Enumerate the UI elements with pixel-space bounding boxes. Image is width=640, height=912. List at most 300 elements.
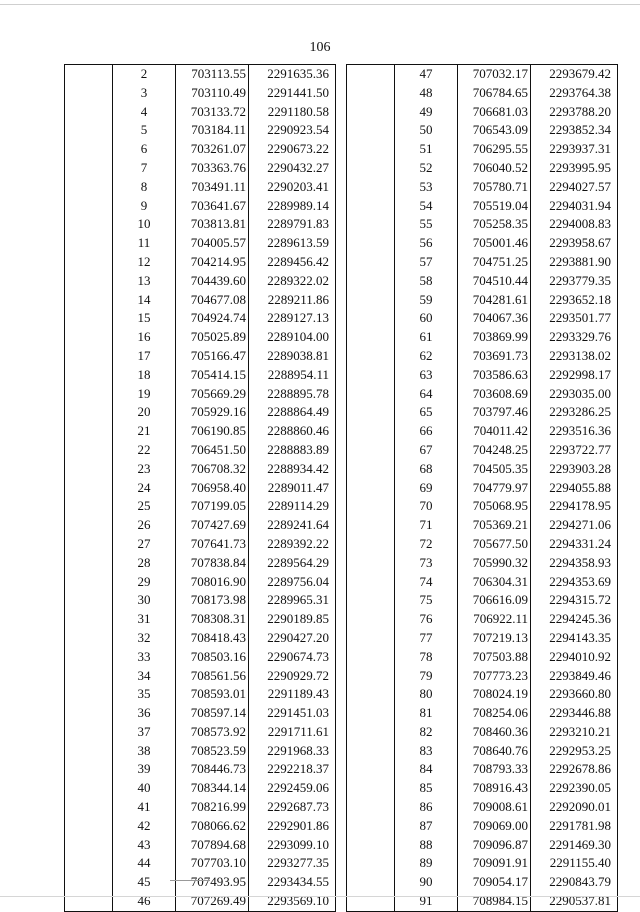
empty-cell	[65, 497, 113, 516]
y-coordinate: 2291635.36	[249, 65, 336, 84]
point-number: 37	[113, 723, 176, 742]
empty-cell	[347, 535, 395, 554]
point-number: 73	[395, 554, 458, 573]
x-coordinate: 709096.87	[458, 836, 531, 855]
x-coordinate: 708984.15	[458, 892, 531, 911]
empty-cell	[347, 328, 395, 347]
x-coordinate: 704439.60	[176, 272, 249, 291]
x-coordinate: 707032.17	[458, 65, 531, 84]
empty-cell	[347, 836, 395, 855]
y-coordinate: 2290203.41	[249, 178, 336, 197]
y-coordinate: 2292998.17	[531, 366, 618, 385]
empty-cell	[347, 460, 395, 479]
empty-cell	[65, 309, 113, 328]
point-number: 51	[395, 140, 458, 159]
y-coordinate: 2294143.35	[531, 629, 618, 648]
x-coordinate: 707427.69	[176, 516, 249, 535]
x-coordinate: 707493.95	[176, 873, 249, 892]
point-number: 5	[113, 121, 176, 140]
y-coordinate: 2293277.35	[249, 854, 336, 873]
table-row	[65, 215, 336, 234]
table-row	[65, 197, 336, 216]
x-coordinate: 703691.73	[458, 347, 531, 366]
x-coordinate: 707838.84	[176, 554, 249, 573]
table-row	[65, 648, 336, 667]
y-coordinate: 2293995.95	[531, 159, 618, 178]
y-coordinate: 2289613.59	[249, 234, 336, 253]
x-coordinate: 708460.36	[458, 723, 531, 742]
y-coordinate: 2289965.31	[249, 591, 336, 610]
empty-cell	[65, 516, 113, 535]
x-coordinate: 707641.73	[176, 535, 249, 554]
point-number: 61	[395, 328, 458, 347]
empty-cell	[65, 65, 113, 84]
point-number: 42	[113, 817, 176, 836]
table-row	[347, 704, 618, 723]
table-row	[347, 328, 618, 347]
x-coordinate: 703491.11	[176, 178, 249, 197]
x-coordinate: 707199.05	[176, 497, 249, 516]
y-coordinate: 2289564.29	[249, 554, 336, 573]
y-coordinate: 2290537.81	[531, 892, 618, 911]
x-coordinate: 705677.50	[458, 535, 531, 554]
empty-cell	[65, 873, 113, 892]
x-coordinate: 703641.67	[176, 197, 249, 216]
point-number: 23	[113, 460, 176, 479]
y-coordinate: 2294353.69	[531, 573, 618, 592]
x-coordinate: 703133.72	[176, 103, 249, 122]
point-number: 43	[113, 836, 176, 855]
point-number: 57	[395, 253, 458, 272]
x-coordinate: 708016.90	[176, 573, 249, 592]
y-coordinate: 2290673.22	[249, 140, 336, 159]
point-number: 90	[395, 873, 458, 892]
table-row	[65, 65, 336, 84]
x-coordinate: 705025.89	[176, 328, 249, 347]
point-number: 67	[395, 441, 458, 460]
empty-cell	[347, 65, 395, 84]
empty-cell	[347, 140, 395, 159]
empty-cell	[347, 723, 395, 742]
empty-cell	[347, 742, 395, 761]
point-number: 13	[113, 272, 176, 291]
table-row	[347, 798, 618, 817]
empty-cell	[347, 610, 395, 629]
x-coordinate: 709091.91	[458, 854, 531, 873]
point-number: 84	[395, 760, 458, 779]
empty-cell	[65, 648, 113, 667]
y-coordinate: 2292901.86	[249, 817, 336, 836]
x-coordinate: 708916.43	[458, 779, 531, 798]
point-number: 88	[395, 836, 458, 855]
y-coordinate: 2294027.57	[531, 178, 618, 197]
x-coordinate: 706295.55	[458, 140, 531, 159]
x-coordinate: 706190.85	[176, 422, 249, 441]
y-coordinate: 2293788.20	[531, 103, 618, 122]
empty-cell	[347, 178, 395, 197]
x-coordinate: 704214.95	[176, 253, 249, 272]
x-coordinate: 704011.42	[458, 422, 531, 441]
y-coordinate: 2294245.36	[531, 610, 618, 629]
empty-cell	[347, 817, 395, 836]
empty-cell	[347, 685, 395, 704]
y-coordinate: 2294031.94	[531, 197, 618, 216]
empty-cell	[347, 779, 395, 798]
table-row	[347, 366, 618, 385]
x-coordinate: 705068.95	[458, 497, 531, 516]
y-coordinate: 2289211.86	[249, 291, 336, 310]
x-coordinate: 704779.97	[458, 479, 531, 498]
point-number: 24	[113, 479, 176, 498]
x-coordinate: 708418.43	[176, 629, 249, 648]
x-coordinate: 709069.00	[458, 817, 531, 836]
x-coordinate: 704510.44	[458, 272, 531, 291]
empty-cell	[65, 84, 113, 103]
x-coordinate: 706040.52	[458, 159, 531, 178]
empty-cell	[65, 610, 113, 629]
empty-cell	[347, 760, 395, 779]
x-coordinate: 709054.17	[458, 873, 531, 892]
empty-cell	[65, 798, 113, 817]
point-number: 45	[113, 873, 176, 892]
table-row	[347, 854, 618, 873]
point-number: 22	[113, 441, 176, 460]
y-coordinate: 2293903.28	[531, 460, 618, 479]
table-row	[347, 215, 618, 234]
empty-cell	[347, 591, 395, 610]
point-number: 59	[395, 291, 458, 310]
table-row	[65, 309, 336, 328]
point-number: 3	[113, 84, 176, 103]
table-row	[65, 760, 336, 779]
table-row	[347, 84, 618, 103]
point-number: 33	[113, 648, 176, 667]
empty-cell	[65, 554, 113, 573]
table-row	[347, 723, 618, 742]
y-coordinate: 2293937.31	[531, 140, 618, 159]
y-coordinate: 2294315.72	[531, 591, 618, 610]
table-row	[65, 159, 336, 178]
y-coordinate: 2292687.73	[249, 798, 336, 817]
table-row	[65, 817, 336, 836]
table-row	[347, 779, 618, 798]
x-coordinate: 706922.11	[458, 610, 531, 629]
table-row	[65, 422, 336, 441]
table-row	[65, 103, 336, 122]
empty-cell	[347, 798, 395, 817]
empty-cell	[65, 479, 113, 498]
y-coordinate: 2293286.25	[531, 403, 618, 422]
y-coordinate: 2288934.42	[249, 460, 336, 479]
empty-cell	[65, 779, 113, 798]
y-coordinate: 2293779.35	[531, 272, 618, 291]
table-row	[65, 591, 336, 610]
table-row	[65, 234, 336, 253]
x-coordinate: 703184.11	[176, 121, 249, 140]
x-coordinate: 703869.99	[458, 328, 531, 347]
x-coordinate: 706451.50	[176, 441, 249, 460]
point-number: 36	[113, 704, 176, 723]
point-number: 30	[113, 591, 176, 610]
y-coordinate: 2294271.06	[531, 516, 618, 535]
table-row	[347, 140, 618, 159]
empty-cell	[65, 121, 113, 140]
x-coordinate: 704005.57	[176, 234, 249, 253]
table-row	[65, 291, 336, 310]
point-number: 12	[113, 253, 176, 272]
point-number: 91	[395, 892, 458, 911]
table-row	[347, 892, 618, 911]
y-coordinate: 2293501.77	[531, 309, 618, 328]
y-coordinate: 2289114.29	[249, 497, 336, 516]
table-row	[65, 328, 336, 347]
x-coordinate: 708216.99	[176, 798, 249, 817]
x-coordinate: 708066.62	[176, 817, 249, 836]
point-number: 47	[395, 65, 458, 84]
y-coordinate: 2288895.78	[249, 385, 336, 404]
table-row	[65, 779, 336, 798]
y-coordinate: 2291711.61	[249, 723, 336, 742]
table-row	[65, 385, 336, 404]
empty-cell	[65, 197, 113, 216]
x-coordinate: 703261.07	[176, 140, 249, 159]
x-coordinate: 708640.76	[458, 742, 531, 761]
point-number: 35	[113, 685, 176, 704]
table-row	[347, 817, 618, 836]
y-coordinate: 2289456.42	[249, 253, 336, 272]
table-row	[65, 723, 336, 742]
empty-cell	[347, 291, 395, 310]
x-coordinate: 703110.49	[176, 84, 249, 103]
table-row	[347, 742, 618, 761]
empty-cell	[65, 272, 113, 291]
point-number: 52	[395, 159, 458, 178]
table-row	[65, 403, 336, 422]
empty-cell	[347, 121, 395, 140]
empty-cell	[65, 760, 113, 779]
x-coordinate: 705369.21	[458, 516, 531, 535]
point-number: 46	[113, 892, 176, 911]
top-rule	[0, 4, 640, 5]
point-number: 70	[395, 497, 458, 516]
point-number: 2	[113, 65, 176, 84]
y-coordinate: 2293849.46	[531, 667, 618, 686]
y-coordinate: 2290432.27	[249, 159, 336, 178]
y-coordinate: 2289756.04	[249, 573, 336, 592]
table-row	[347, 347, 618, 366]
y-coordinate: 2293852.34	[531, 121, 618, 140]
y-coordinate: 2293569.10	[249, 892, 336, 911]
empty-cell	[65, 535, 113, 554]
y-coordinate: 2293652.18	[531, 291, 618, 310]
empty-cell	[65, 629, 113, 648]
x-coordinate: 707503.88	[458, 648, 531, 667]
table-row	[65, 798, 336, 817]
table-row	[65, 742, 336, 761]
point-number: 18	[113, 366, 176, 385]
x-coordinate: 706958.40	[176, 479, 249, 498]
empty-cell	[65, 291, 113, 310]
x-coordinate: 703363.76	[176, 159, 249, 178]
point-number: 49	[395, 103, 458, 122]
bottom-scan-mark	[170, 880, 210, 881]
empty-cell	[65, 234, 113, 253]
table-row	[65, 629, 336, 648]
table-row	[65, 554, 336, 573]
table-row	[65, 667, 336, 686]
empty-cell	[65, 347, 113, 366]
x-coordinate: 706543.09	[458, 121, 531, 140]
table-row	[65, 836, 336, 855]
point-number: 75	[395, 591, 458, 610]
x-coordinate: 704281.61	[458, 291, 531, 310]
empty-cell	[347, 385, 395, 404]
point-number: 19	[113, 385, 176, 404]
table-row	[65, 460, 336, 479]
empty-cell	[347, 84, 395, 103]
y-coordinate: 2290427.20	[249, 629, 336, 648]
empty-cell	[347, 197, 395, 216]
table-row	[347, 121, 618, 140]
point-number: 48	[395, 84, 458, 103]
point-number: 78	[395, 648, 458, 667]
y-coordinate: 2289127.13	[249, 309, 336, 328]
table-row	[65, 610, 336, 629]
point-number: 72	[395, 535, 458, 554]
y-coordinate: 2294008.83	[531, 215, 618, 234]
page-number: 106	[309, 40, 331, 55]
y-coordinate: 2290674.73	[249, 648, 336, 667]
table-row	[65, 253, 336, 272]
empty-cell	[65, 723, 113, 742]
x-coordinate: 707894.68	[176, 836, 249, 855]
table-row	[65, 84, 336, 103]
point-number: 21	[113, 422, 176, 441]
empty-cell	[65, 159, 113, 178]
empty-cell	[65, 441, 113, 460]
empty-cell	[65, 892, 113, 911]
y-coordinate: 2293881.90	[531, 253, 618, 272]
table-row	[347, 554, 618, 573]
empty-cell	[347, 854, 395, 873]
y-coordinate: 2294178.95	[531, 497, 618, 516]
empty-cell	[347, 366, 395, 385]
table-row	[347, 836, 618, 855]
x-coordinate: 706784.65	[458, 84, 531, 103]
empty-cell	[347, 573, 395, 592]
y-coordinate: 2291968.33	[249, 742, 336, 761]
table-row	[347, 610, 618, 629]
point-number: 15	[113, 309, 176, 328]
x-coordinate: 706708.32	[176, 460, 249, 479]
empty-cell	[347, 667, 395, 686]
table-row	[347, 629, 618, 648]
x-coordinate: 704067.36	[458, 309, 531, 328]
table-row	[347, 516, 618, 535]
point-number: 25	[113, 497, 176, 516]
table-row	[347, 272, 618, 291]
point-number: 68	[395, 460, 458, 479]
x-coordinate: 705001.46	[458, 234, 531, 253]
point-number: 63	[395, 366, 458, 385]
point-number: 65	[395, 403, 458, 422]
empty-cell	[65, 836, 113, 855]
table-row	[347, 159, 618, 178]
y-coordinate: 2291441.50	[249, 84, 336, 103]
y-coordinate: 2288864.49	[249, 403, 336, 422]
table-row	[65, 892, 336, 911]
x-coordinate: 708597.14	[176, 704, 249, 723]
empty-cell	[347, 479, 395, 498]
point-number: 69	[395, 479, 458, 498]
empty-cell	[65, 422, 113, 441]
x-coordinate: 708446.73	[176, 760, 249, 779]
table-row	[347, 479, 618, 498]
point-number: 9	[113, 197, 176, 216]
table-row	[65, 535, 336, 554]
point-number: 20	[113, 403, 176, 422]
point-number: 71	[395, 516, 458, 535]
table-row	[347, 441, 618, 460]
point-number: 86	[395, 798, 458, 817]
y-coordinate: 2291189.43	[249, 685, 336, 704]
empty-cell	[347, 441, 395, 460]
y-coordinate: 2292390.05	[531, 779, 618, 798]
point-number: 6	[113, 140, 176, 159]
y-coordinate: 2293722.77	[531, 441, 618, 460]
point-number: 81	[395, 704, 458, 723]
table-row	[347, 591, 618, 610]
empty-cell	[347, 253, 395, 272]
y-coordinate: 2292218.37	[249, 760, 336, 779]
point-number: 80	[395, 685, 458, 704]
y-coordinate: 2293764.38	[531, 84, 618, 103]
empty-cell	[347, 234, 395, 253]
empty-cell	[347, 892, 395, 911]
table-row	[347, 422, 618, 441]
empty-cell	[347, 403, 395, 422]
empty-cell	[347, 648, 395, 667]
y-coordinate: 2289791.83	[249, 215, 336, 234]
point-number: 38	[113, 742, 176, 761]
y-coordinate: 2291155.40	[531, 854, 618, 873]
point-number: 53	[395, 178, 458, 197]
point-number: 87	[395, 817, 458, 836]
empty-cell	[65, 328, 113, 347]
table-row	[65, 441, 336, 460]
x-coordinate: 704677.08	[176, 291, 249, 310]
point-number: 74	[395, 573, 458, 592]
y-coordinate: 2293210.21	[531, 723, 618, 742]
point-number: 54	[395, 197, 458, 216]
table-row	[65, 854, 336, 873]
empty-cell	[347, 554, 395, 573]
y-coordinate: 2291451.03	[249, 704, 336, 723]
point-number: 44	[113, 854, 176, 873]
x-coordinate: 705519.04	[458, 197, 531, 216]
empty-cell	[347, 516, 395, 535]
x-coordinate: 708503.16	[176, 648, 249, 667]
empty-cell	[65, 817, 113, 836]
point-number: 89	[395, 854, 458, 873]
y-coordinate: 2288954.11	[249, 366, 336, 385]
point-number: 27	[113, 535, 176, 554]
point-number: 39	[113, 760, 176, 779]
x-coordinate: 707773.23	[458, 667, 531, 686]
point-number: 28	[113, 554, 176, 573]
point-number: 31	[113, 610, 176, 629]
table-row	[347, 573, 618, 592]
